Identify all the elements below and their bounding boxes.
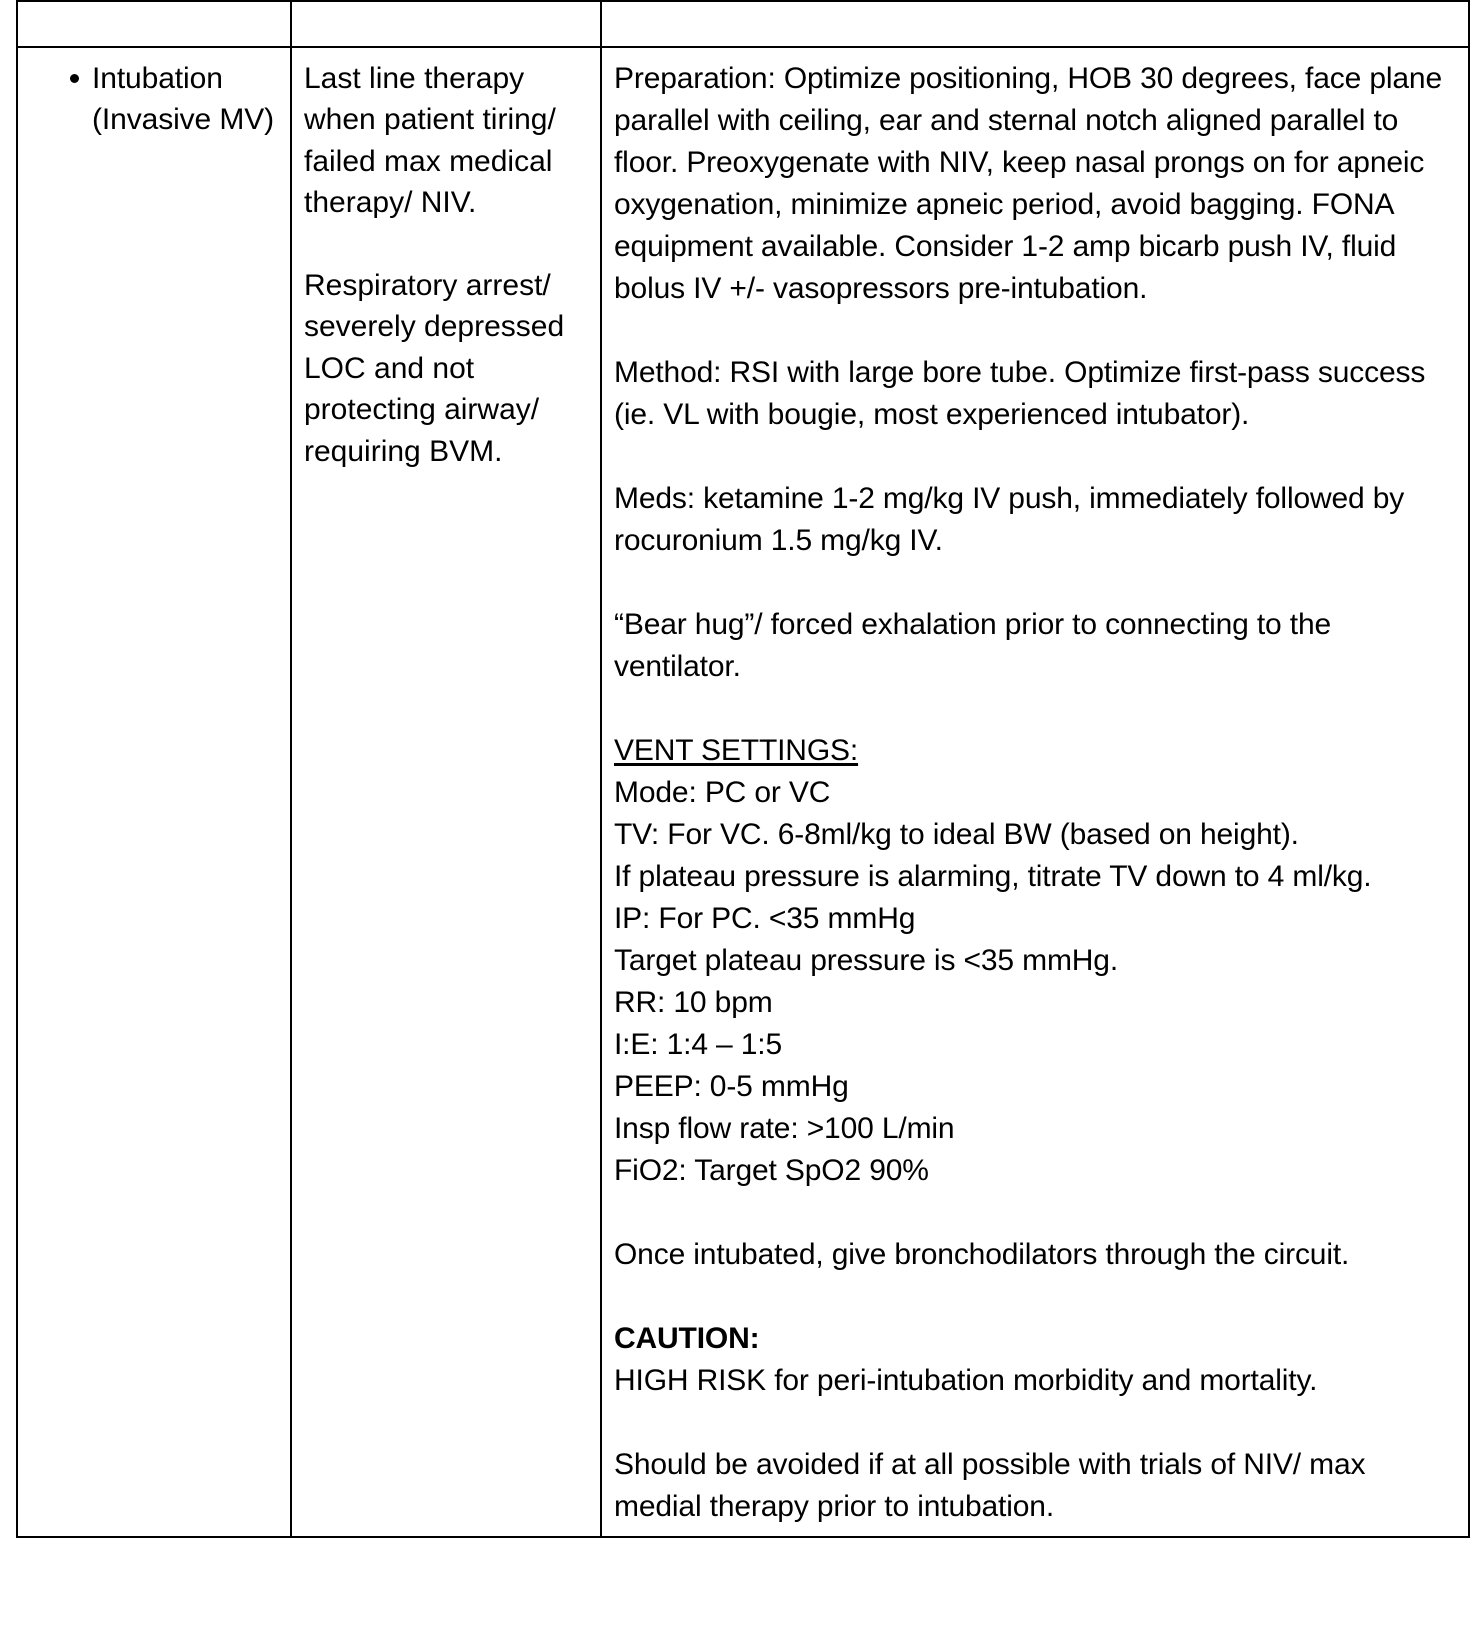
- spacer-cell-therapy: [17, 1, 291, 47]
- vent-setting-line: PEEP: 0-5 mmHg: [614, 1070, 849, 1103]
- method-paragraph: Method: RSI with large bore tube. Optimize first-pass success (ie. VL with bougie, most experienced intubator).: [614, 356, 1426, 431]
- cell-indication: [291, 47, 601, 1537]
- indication-paragraph-1: Last line therapy when patient tiring/ failed max medical therapy/ NIV.: [304, 62, 556, 220]
- therapy-bullet-list: [30, 58, 278, 141]
- vent-settings-heading: VENT SETTINGS:: [614, 734, 859, 767]
- post-intubation-paragraph: Once intubated, give bronchodilators through the circuit.: [614, 1238, 1350, 1271]
- spacer-cell-indication: [291, 1, 601, 47]
- indication-block: [304, 58, 588, 472]
- table-row: [17, 47, 1469, 1537]
- avoidance-paragraph: Should be avoided if at all possible with trials of NIV/ max medial therapy prior to intubation.: [614, 1448, 1366, 1523]
- spacer-cell-details: [601, 1, 1469, 47]
- vent-setting-line: RR: 10 bpm: [614, 986, 773, 1019]
- paragraph-spacer: [614, 1402, 1456, 1444]
- vent-setting-line: Target plateau pressure is <35 mmHg.: [614, 944, 1119, 977]
- cell-details: [601, 47, 1469, 1537]
- vent-setting-line: TV: For VC. 6-8ml/kg to ideal BW (based on height).: [614, 818, 1299, 851]
- caution-text: HIGH RISK for peri-intubation morbidity and mortality.: [614, 1364, 1318, 1397]
- preparation-paragraph: Preparation: Optimize positioning, HOB 30 degrees, face plane parallel with ceiling, ear and sternal notch aligned parallel to floor. Preoxygenate with NIV, keep nasal prongs on for apneic oxygenation, minimize apneic period, avoid bagging. FONA equipment available. Consider 1-2 amp bicarb push IV, fluid bolus IV +/- vasopressors pre-intubation.: [614, 62, 1442, 305]
- table-spacer-row: [17, 1, 1469, 47]
- vent-setting-line: If plateau pressure is alarming, titrate TV down to 4 ml/kg.: [614, 860, 1372, 893]
- vent-setting-line: Mode: PC or VC: [614, 776, 831, 809]
- paragraph-spacer: [614, 1192, 1456, 1234]
- cell-therapy: [17, 47, 291, 1537]
- indication-paragraph-2: Respiratory arrest/ severely depressed LOC and not protecting airway/ requiring BVM.: [304, 268, 565, 468]
- details-block: [614, 58, 1456, 1528]
- meds-paragraph: Meds: ketamine 1-2 mg/kg IV push, immediately followed by rocuronium 1.5 mg/kg IV.: [614, 482, 1405, 557]
- paragraph-spacer: [614, 1276, 1456, 1318]
- therapy-label: Intubation (Invasive MV): [92, 62, 275, 137]
- clinical-reference-table: [16, 0, 1470, 1538]
- bear-hug-paragraph: “Bear hug”/ forced exhalation prior to connecting to the ventilator.: [614, 608, 1332, 683]
- bullet-icon: [70, 74, 79, 83]
- list-item: [30, 58, 278, 141]
- caution-heading: CAUTION:: [614, 1322, 760, 1355]
- vent-setting-line: IP: For PC. <35 mmHg: [614, 902, 916, 935]
- vent-setting-line: I:E: 1:4 – 1:5: [614, 1028, 783, 1061]
- vent-settings-list: [614, 772, 1456, 1192]
- vent-setting-line: Insp flow rate: >100 L/min: [614, 1112, 955, 1145]
- vent-setting-line: FiO2: Target SpO2 90%: [614, 1154, 929, 1187]
